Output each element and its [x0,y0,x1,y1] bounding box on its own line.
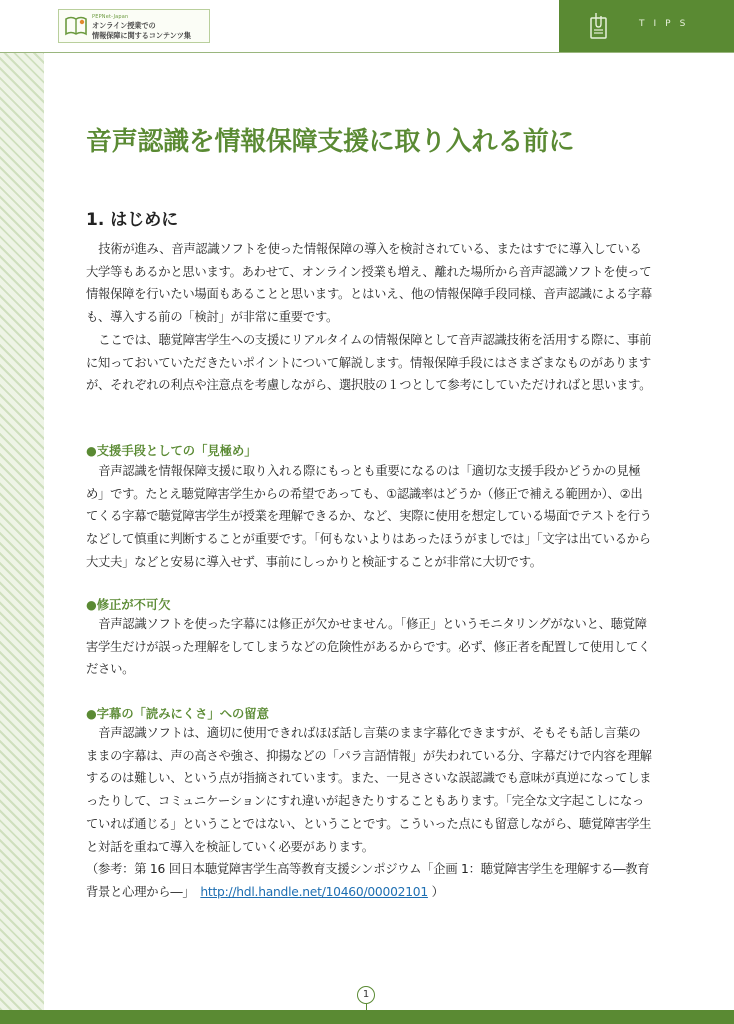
reference-note [86,858,652,903]
readability-paragraph [86,722,652,904]
book-icon [64,15,88,37]
section-heading-introduction: 1. はじめに [86,210,179,230]
left-decorative-stripe [0,0,44,1010]
tips-label: TIPS [639,19,695,29]
subheading-readability: ●字幕の「読みにくさ」への留意 [86,707,269,721]
footer-bar [0,1010,734,1024]
correction-paragraph [86,613,652,681]
logo-org-name: PEPNet-Japan [92,14,129,20]
memo-clip-icon [589,12,609,40]
intro-paragraph-2: ここでは、聴覚障害学生への支援にリアルタイムの情報保障として音声認識技術を活用する際に、事前に知っておいていただきたいポイントについて解説します。情報保障手段にはさまざまなものがありますが、それぞれの利点や注意点を考慮しながら、選択肢の１つとして参考にしていただければと思います。 [86,332,652,393]
tips-band [559,0,734,52]
readability-text: 音声認識ソフトは、適切に使用できればほぼ話し言葉のまま字幕化できますが、そもそも話し言葉のままの字幕は、声の高さや強さ、抑揚などの「パラ言語情報」が失われている分、字幕だけで内容を理解するのは難しい、という点が指摘されています。また、一見ささいな誤認識でも意味が真逆になってしまったりして、コミュニケーションにすれ違いが起きたりすることもあります。「完全な文字起こしになっていれば通じる」ということではない、ということです。こういった点にも留意しながら、聴覚障害学生と対話を重ねて導入を検証していく必要があります。 [86,726,652,854]
reference-close: ） [431,884,444,899]
logo-title-line2: 情報保障に関するコンテンツ集 [92,31,191,40]
page-number: 1 [357,986,375,1004]
reference-text: （参考：第 16 回日本聴覚障害学生高等教育支援シンポジウム「企画 1：聴覚障害学生を理解する―教育背景と心理から―」 [86,862,650,899]
page-header [0,0,734,53]
subheading-correction: ●修正が不可欠 [86,598,171,612]
intro-paragraph-1: 技術が進み、音声認識ソフトを使った情報保障の導入を検討されている、またはすでに導入している大学等もあるかと思います。あわせて、オンライン授業も増え、離れた場所から音声認識ソフトを使って情報保障を行いたい場面もあることと思います。とはいえ、他の情報保障手段同様、音声認識による字幕も、導入する前の「検討」が非常に重要です。 [86,242,652,325]
page-title: 音声認識を情報保障支援に取り入れる前に [86,127,575,157]
reference-link[interactable]: http://hdl.handle.net/10460/00002101 [200,884,428,899]
intro-paragraphs [86,238,652,397]
assessment-paragraph [86,460,652,574]
logo-title-line1: オンライン授業での [92,21,156,30]
assessment-text: 音声認識を情報保障支援に取り入れる際にもっとも重要になるのは「適切な支援手段かどうかの見極め」です。たとえ聴覚障害学生からの希望であっても、①認識率はどうか（修正で補える範囲か）、②出てくる字幕で聴覚障害学生が授業を理解できるか、など、実際に使用を想定している場面でテストを行うなどして慎重に判断することが重要です。「何もないよりはあったほうがましでは」「文字は出ているから大丈夫」などと安易に導入せず、事前にしっかりと検証することが非常に大切です。 [86,464,652,569]
contents-logo [58,9,210,43]
subheading-assessment: ●支援手段としての「見極め」 [86,444,257,458]
correction-text: 音声認識ソフトを使った字幕には修正が欠かせません。「修正」というモニタリングがないと、聴覚障害学生だけが誤った理解をしてしまうなどの危険性があるからです。必ず、修正者を配置して使用してください。 [86,617,651,677]
